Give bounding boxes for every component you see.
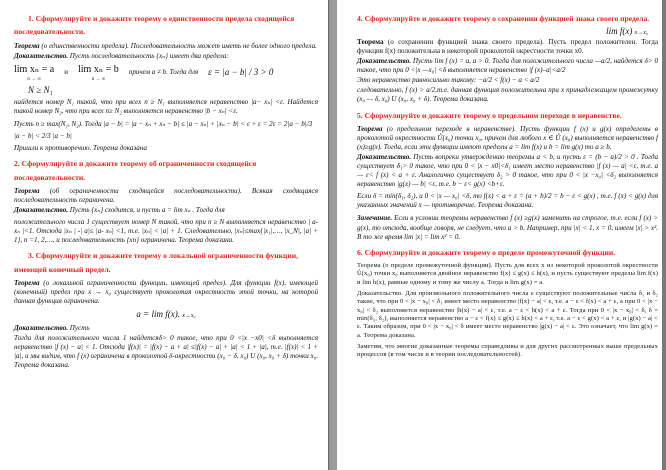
- formula-lim-b: lim xₙ = b n → ∞: [78, 63, 119, 82]
- question-2-title: 2. Сформулируйте и докажите теорему об ограниченности сходящейся последовательности.: [14, 159, 257, 182]
- formula-mid: причем a ≠ b. Тогда для: [128, 68, 199, 77]
- page-right[interactable]: [337, 0, 666, 470]
- formula-4: lim f(x) x→x₀: [606, 26, 648, 37]
- proof-1-p4: Пришли к противоречию. Теорема доказана: [14, 144, 147, 153]
- page-left[interactable]: [0, 0, 329, 470]
- proof-text: Пусть последовательность {xₙ} имеет два предела:: [69, 51, 229, 60]
- proof-1: [14, 52, 318, 61]
- vertical-scrollbar[interactable]: [662, 0, 666, 470]
- theorem-label: Теорема: [14, 186, 40, 195]
- proof-label: Доказательство.: [357, 57, 412, 66]
- proof-4-p2: Это неравенство равносильно такому: −a/2 < f(x) − a < a/2: [357, 76, 540, 85]
- theorem-label: Теорема: [14, 279, 40, 288]
- formula-limits: [14, 64, 318, 82]
- theorem-label: Теорема: [14, 41, 40, 50]
- proof-4: [357, 57, 658, 75]
- proof-text: Пусть {xₙ} сходится, и пусть a = lim xₙ . Тогда для: [69, 206, 225, 215]
- proof-text: Пусть вопреки утверждению теоремы a < b, и пусть ε = (b − a)/2 > 0 . Тогда существует δ₁> 0 такое, что при 0 < |x − x0|<δ₁ имеет место неравенство |f (x) — a| <ε, т.е. a — ε< f (x) < a + ε. Аналогично существует δ₂ > 0 такое, что при 0 < |x −x₀| <δ₂ выполняется неравенство |g(x) — b| <ε, т.е. b − ε< g(x) <b+ε.: [357, 153, 659, 189]
- proof-1-p2: Пусть n ≥ max(N₁, N₂). Тогда |a − b| = |a − xₙ + xₙ − b| ≤ |a − xₙ| + |xₙ − b| < ε + ε = 2ε = 2|a − b|/3: [14, 120, 313, 129]
- theorem-text: (о единственности предела). Последовательность может иметь не более одного предела.: [41, 41, 317, 50]
- proof-label: Доказательство.: [357, 153, 412, 162]
- note-text: Если в условии теоремы неравенство f (x) ≥g(x) заменить на строгое, т.е. если f (x) > g(x), то отсюда, вообще говоря, не следует, что a > b. Например, при |x| < 1, x = 0, имеем |x| > x². В то же время lim |x| = lim x² = 0.: [357, 214, 658, 241]
- note-label: Замечание.: [357, 214, 393, 223]
- proof-5: [357, 153, 658, 189]
- theorem-text: (о локальной ограниченности функции, имеющей предел). Для функции f(x), имеющей (конечный) предел при x → x₀ существует проколотая окрестность этой точки, на которой данная функция ограничена.: [14, 279, 318, 306]
- proof-1-p1: найдется номер N₁ такой, что при всех n ≥ N₁ выполняется неравенство |a− xₙ| <ε. Найдется такой номер N₂, что при всех n≥ N₂ выполняется неравенство |b − xₙ| <ε.: [14, 98, 318, 116]
- theorem-3: [14, 279, 318, 306]
- theorem-text: (об ограниченности сходящейся последовательности). Всякая сходящаяся последовательность ограничена.: [14, 186, 318, 205]
- proof-2: [14, 206, 318, 215]
- question-3-title: 3. Сформулируйте и докажите теорему о локальной ограниченности функции, имеющей конечный предел.: [14, 251, 298, 274]
- theorem-1: [14, 42, 318, 51]
- proof-label: Доказательство.: [14, 323, 69, 332]
- proof-3: [14, 324, 318, 333]
- formula-lim-a: lim xₙ = a n → ∞: [14, 63, 55, 82]
- proof-5-p2: Если δ = min(δ₁, δ₂), и 0 < |x — x₀| <δ, то f(x) < a + ε = (a + b)/2 = b − ε < g(x) , т.е. f (x) < g(x) для указанных значений x — противоречие. Теорема доказана.: [357, 192, 658, 210]
- theorem-5: [357, 125, 658, 152]
- proof-label: Доказательство.: [14, 206, 69, 215]
- theorem-2: [14, 187, 318, 205]
- theorem-4: [357, 38, 658, 56]
- proof-3-p1: Тогда для положительного числа 1 найдетсяδ> 0 такое, что при 0 <|x −x0| <δ выполняется неравенство |f (x) − a| < 1. Отсюда |f(x)| = |f(x) − a + a| ≤|f(x) − a| + |a| < 1 + |a|, т.е. |f(x)| < 1 + |a|, и мы видим, что f (x) ограничена в проколотой δ-окрестности (x₀ − δ, x₀) U (x₀, x₀ + δ) точки x₀. Теорема доказана.: [14, 334, 318, 370]
- question-6-title: 6. Сформулируйте и докажите теорему о пределе промежуточной функции.: [357, 247, 616, 257]
- formula-n: N ≥ N₁: [28, 84, 53, 95]
- note-6: Заметим, что многие доказанные теоремы справедливы и для других рассмотренных выше предельных процессов (в том числе и в теории последовательностей).: [357, 342, 658, 359]
- proof-text: Пусть: [69, 323, 90, 332]
- question-5-title: 5. Сформулируйте и докажите теорему о предельном переходе в неравенстве.: [357, 110, 622, 120]
- theorem-text: (о сохранении функцией знака своего предела). Пусть предел положителен. Тогда функция f(x) положительна в некоторой проколотой окрестности точки x0.: [357, 37, 658, 56]
- question-1-title: 1. Сформулируйте и докажите теорему о единственности предела сходящейся последовательности.: [14, 14, 295, 37]
- proof-1-p3: |a − b| < 2/3 |a − b|: [14, 132, 72, 141]
- question-4-title: 4. Сформулируйте и докажите теорему о сохранении функцией знака своего предела.: [357, 14, 650, 23]
- formula-and: и: [64, 68, 68, 77]
- proof-4-p3: следовательно, f (x) > a/2,т.е. данная функция положительна при x принадлежащем промежутку (x₀ — δ, x₀) U (x₀, x₀ + δ). Теорема доказана.: [357, 86, 658, 104]
- theorem-label: Теорема: [357, 37, 384, 46]
- proof-label: Доказательство.: [14, 51, 69, 60]
- formula-eps: ε = |a − b| / 3 > 0: [208, 66, 274, 77]
- theorem-label: Теорема: [357, 124, 383, 133]
- theorem-6: Теорема (о пределе промежуточной функции). Пусть для всех x из некоторой проколотой окрестности Ů(x₀) точки x₀ выполняется двойное неравенство f(x) ≤ g(x) ≤ h(x), и пусть существуют пределы lim f(x) и lim h(x), равные одному и тому же числу a. Тогда и lim g(x) = a.: [357, 262, 658, 286]
- proof-2-p1: положительного числа 1 существует номер N такой, что при n ≥ N выполняется неравенство | a-xₙ |<1. Отсюда |xₙ | -| a|≤ |a- xₙ| <1, т.е. |xₙ| < |a| + 1. Следовательно, |xₙ|≤max{|x₁|,…, |x_N|, |a| + 1}, n =1, 2,…, и последовательность {xn} ограничена. Теорема доказана.: [14, 218, 318, 245]
- note-5: [357, 214, 658, 241]
- proof-6: Доказательство. Для произвольного положительного числа ε существуют положительные числа δ₁ и δ₂ такие, что при 0 < |x − x₀| < δ₁ имеет место неравенство |f(x) − a| < ε, т.е. a − ε < f(x) < a + ε, а при 0 < |x − x₀| < δ₂ выполняется неравенство |h(x) − a| < ε, т.е. a − ε < h(x) < a + ε. Тогда при 0 < |x − x₀| < δ, δ = min(δ₁, δ₂), выполняется неравенство a − ε < f(x) ≤ g(x) ≤ h(x) < a + ε, т.е. a − ε < g(x) < a + ε, и |g(x) − a| < ε. Таким образом, при 0 < |x − x₀| < δ имеет место неравенство |g(x) − a| < ε. Это означает, что lim g(x) = a. Теорема доказана.: [357, 289, 658, 339]
- formula-3: a = lim f(x). x→x₀: [136, 309, 196, 320]
- proof-text: Пусть lim f (x) = a, a > 0. Тогда для положительного числа —a/2, найдется δ> 0 такое, что при 0 <|x —x₀| <δ выполняется неравенство |f (x)–a|<a/2: [357, 57, 658, 75]
- page-gap: [330, 0, 337, 470]
- theorem-text: (о предельном переходе в неравенстве). Пусть функции f (x) и g(x) определены в проколотой окрестности Ů(x₀) точки x₀, причем для любого x ∈ Ů (x₀) выполняется неравенство f (x)≥g(x). Тогда, если эти функции имеют пределы a = lim f(x) и b = lim g(x) то a ≥ b.: [357, 124, 659, 151]
